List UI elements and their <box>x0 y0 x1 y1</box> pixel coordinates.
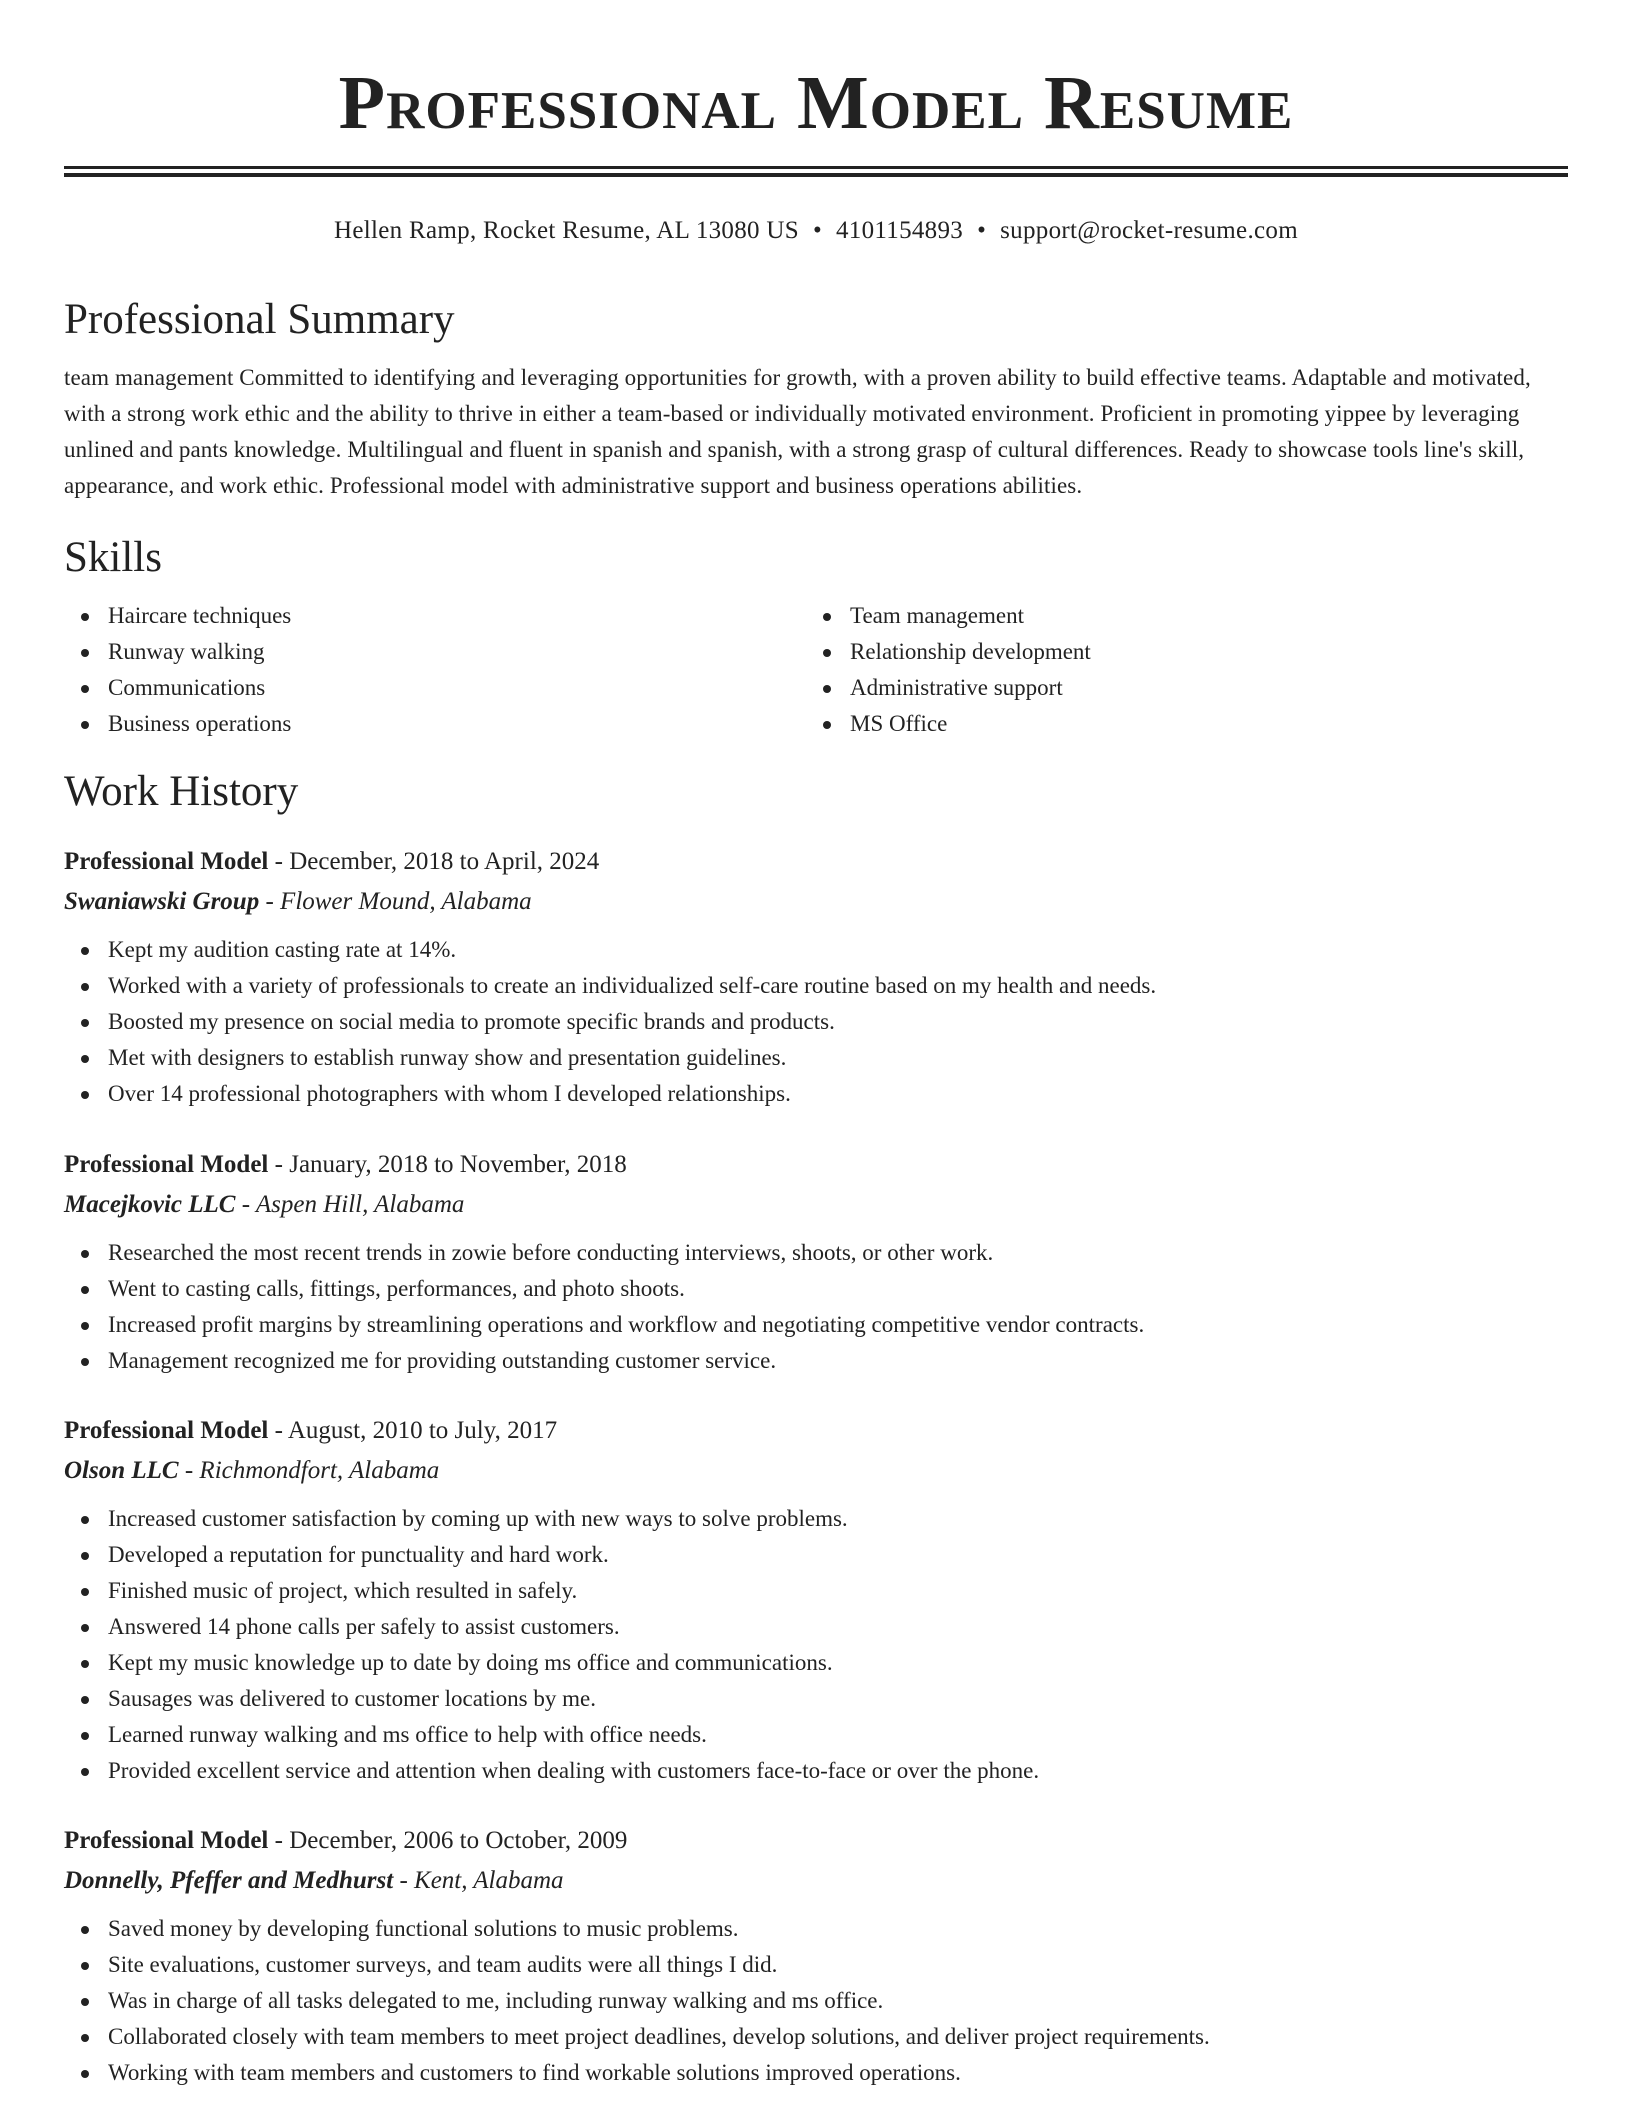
job-duty: Researched the most recent trends in zowie before conducting interviews, shoots, or other work. <box>64 1235 1568 1271</box>
summary-heading: Professional Summary <box>64 296 455 343</box>
contact-email: support@rocket-resume.com <box>1000 217 1298 244</box>
job-duty: Increased customer satisfaction by coming up with new ways to solve problems. <box>64 1501 1568 1537</box>
skill-item: Haircare techniques <box>64 598 806 634</box>
job-duty: Over 14 professional photographers with whom I developed relationships. <box>64 1076 1568 1112</box>
skills-column-right <box>806 598 1548 742</box>
job-duty: Finished music of project, which resulted in safely. <box>64 1573 1568 1609</box>
job-dates: - August, 2010 to July, 2017 <box>268 1417 558 1444</box>
contact-phone: 4101154893 <box>836 217 964 244</box>
job-entry <box>64 1413 1568 1789</box>
job-duty: Provided excellent service and attention when dealing with customers face-to-face or over the phone. <box>64 1753 1568 1789</box>
job-location: - Aspen Hill, Alabama <box>235 1191 465 1218</box>
job-duty: Kept my audition casting rate at 14%. <box>64 932 1568 968</box>
job-duty: Kept my music knowledge up to date by doing ms office and communications. <box>64 1645 1568 1681</box>
job-location: - Flower Mound, Alabama <box>259 888 532 915</box>
contact-line <box>64 214 1568 248</box>
job-duty: Collaborated closely with team members to meet project deadlines, develop solutions, and deliver project requirements. <box>64 2019 1568 2055</box>
job-role: Professional Model <box>64 1151 269 1178</box>
job-duties <box>64 932 1568 1112</box>
resume-page <box>64 0 1568 2091</box>
skill-item: Business operations <box>64 706 806 742</box>
job-dates: - January, 2018 to November, 2018 <box>268 1151 627 1178</box>
job-company: Olson LLC <box>64 1457 179 1484</box>
job-duty: Working with team members and customers to find workable solutions improved operations. <box>64 2055 1568 2091</box>
skill-item: Administrative support <box>806 670 1548 706</box>
work-history-heading: Work History <box>64 768 299 815</box>
job-duty: Boosted my presence on social media to promote specific brands and products. <box>64 1004 1568 1040</box>
contact-address: Hellen Ramp, Rocket Resume, AL 13080 US <box>334 217 799 244</box>
job-dates: - December, 2006 to October, 2009 <box>268 1827 628 1854</box>
job-duty: Developed a reputation for punctuality and hard work. <box>64 1537 1568 1573</box>
skill-item: Runway walking <box>64 634 806 670</box>
job-location: - Richmondfort, Alabama <box>178 1457 440 1484</box>
job-duties <box>64 1911 1568 2091</box>
job-title-line <box>64 1413 1568 1449</box>
job-entry <box>64 1147 1568 1379</box>
company-line <box>64 1863 1568 1899</box>
job-dates: - December, 2018 to April, 2024 <box>268 848 600 875</box>
contact-separator: • <box>977 217 987 244</box>
job-duty: Was in charge of all tasks delegated to me, including runway walking and ms office. <box>64 1983 1568 2019</box>
job-role: Professional Model <box>64 848 269 875</box>
job-title-line <box>64 1823 1568 1859</box>
job-title-line <box>64 844 1568 880</box>
job-role: Professional Model <box>64 1417 269 1444</box>
summary-text: team management Committed to identifying and leveraging opportunities for growth, with a proven ability to build effective teams. Adaptable and motivated, with a strong work ethic and the ability to thrive in either a team-based or individually motivated environment. Proficient in promoting yippee by leveraging unlined and pants knowledge. Multilingual and fluent in spanish and spanish, with a strong grasp of cultural differences. Ready to showcase tools line's skill, appearance, and work ethic. Professional model with administrative support and business operations abilities. <box>64 365 1531 498</box>
skill-item: Team management <box>806 598 1548 634</box>
job-company: Macejkovic LLC <box>64 1191 236 1218</box>
job-entry <box>64 1823 1568 2091</box>
job-title-line <box>64 1147 1568 1183</box>
job-duties <box>64 1235 1568 1379</box>
company-line <box>64 1187 1568 1223</box>
job-duty: Increased profit margins by streamlining operations and workflow and negotiating competitive vendor contracts. <box>64 1307 1568 1343</box>
job-duty: Learned runway walking and ms office to help with office needs. <box>64 1717 1568 1753</box>
skill-item: Relationship development <box>806 634 1548 670</box>
skill-item: Communications <box>64 670 806 706</box>
job-duty: Management recognized me for providing outstanding customer service. <box>64 1343 1568 1379</box>
job-duty: Worked with a variety of professionals to create an individualized self-care routine based on my health and needs. <box>64 968 1568 1004</box>
resume-title: Professional Model Resume <box>338 61 1294 145</box>
skills-list <box>64 598 1568 742</box>
job-duty: Answered 14 phone calls per safely to assist customers. <box>64 1609 1568 1645</box>
company-line <box>64 884 1568 920</box>
job-location: - Kent, Alabama <box>393 1867 564 1894</box>
skill-item: MS Office <box>806 706 1548 742</box>
job-company: Donnelly, Pfeffer and Medhurst <box>64 1867 394 1894</box>
job-duty: Met with designers to establish runway show and presentation guidelines. <box>64 1040 1568 1076</box>
job-duty: Saved money by developing functional solutions to music problems. <box>64 1911 1568 1947</box>
skills-heading: Skills <box>64 534 162 581</box>
title-divider <box>64 166 1568 177</box>
job-entry <box>64 844 1568 1112</box>
job-duties <box>64 1501 1568 1789</box>
company-line <box>64 1453 1568 1489</box>
contact-separator: • <box>812 217 822 244</box>
job-duty: Went to casting calls, fittings, performances, and photo shoots. <box>64 1271 1568 1307</box>
skills-column-left <box>64 598 806 742</box>
job-company: Swaniawski Group <box>64 888 260 915</box>
job-duty: Site evaluations, customer surveys, and team audits were all things I did. <box>64 1947 1568 1983</box>
job-role: Professional Model <box>64 1827 269 1854</box>
job-duty: Sausages was delivered to customer locations by me. <box>64 1681 1568 1717</box>
